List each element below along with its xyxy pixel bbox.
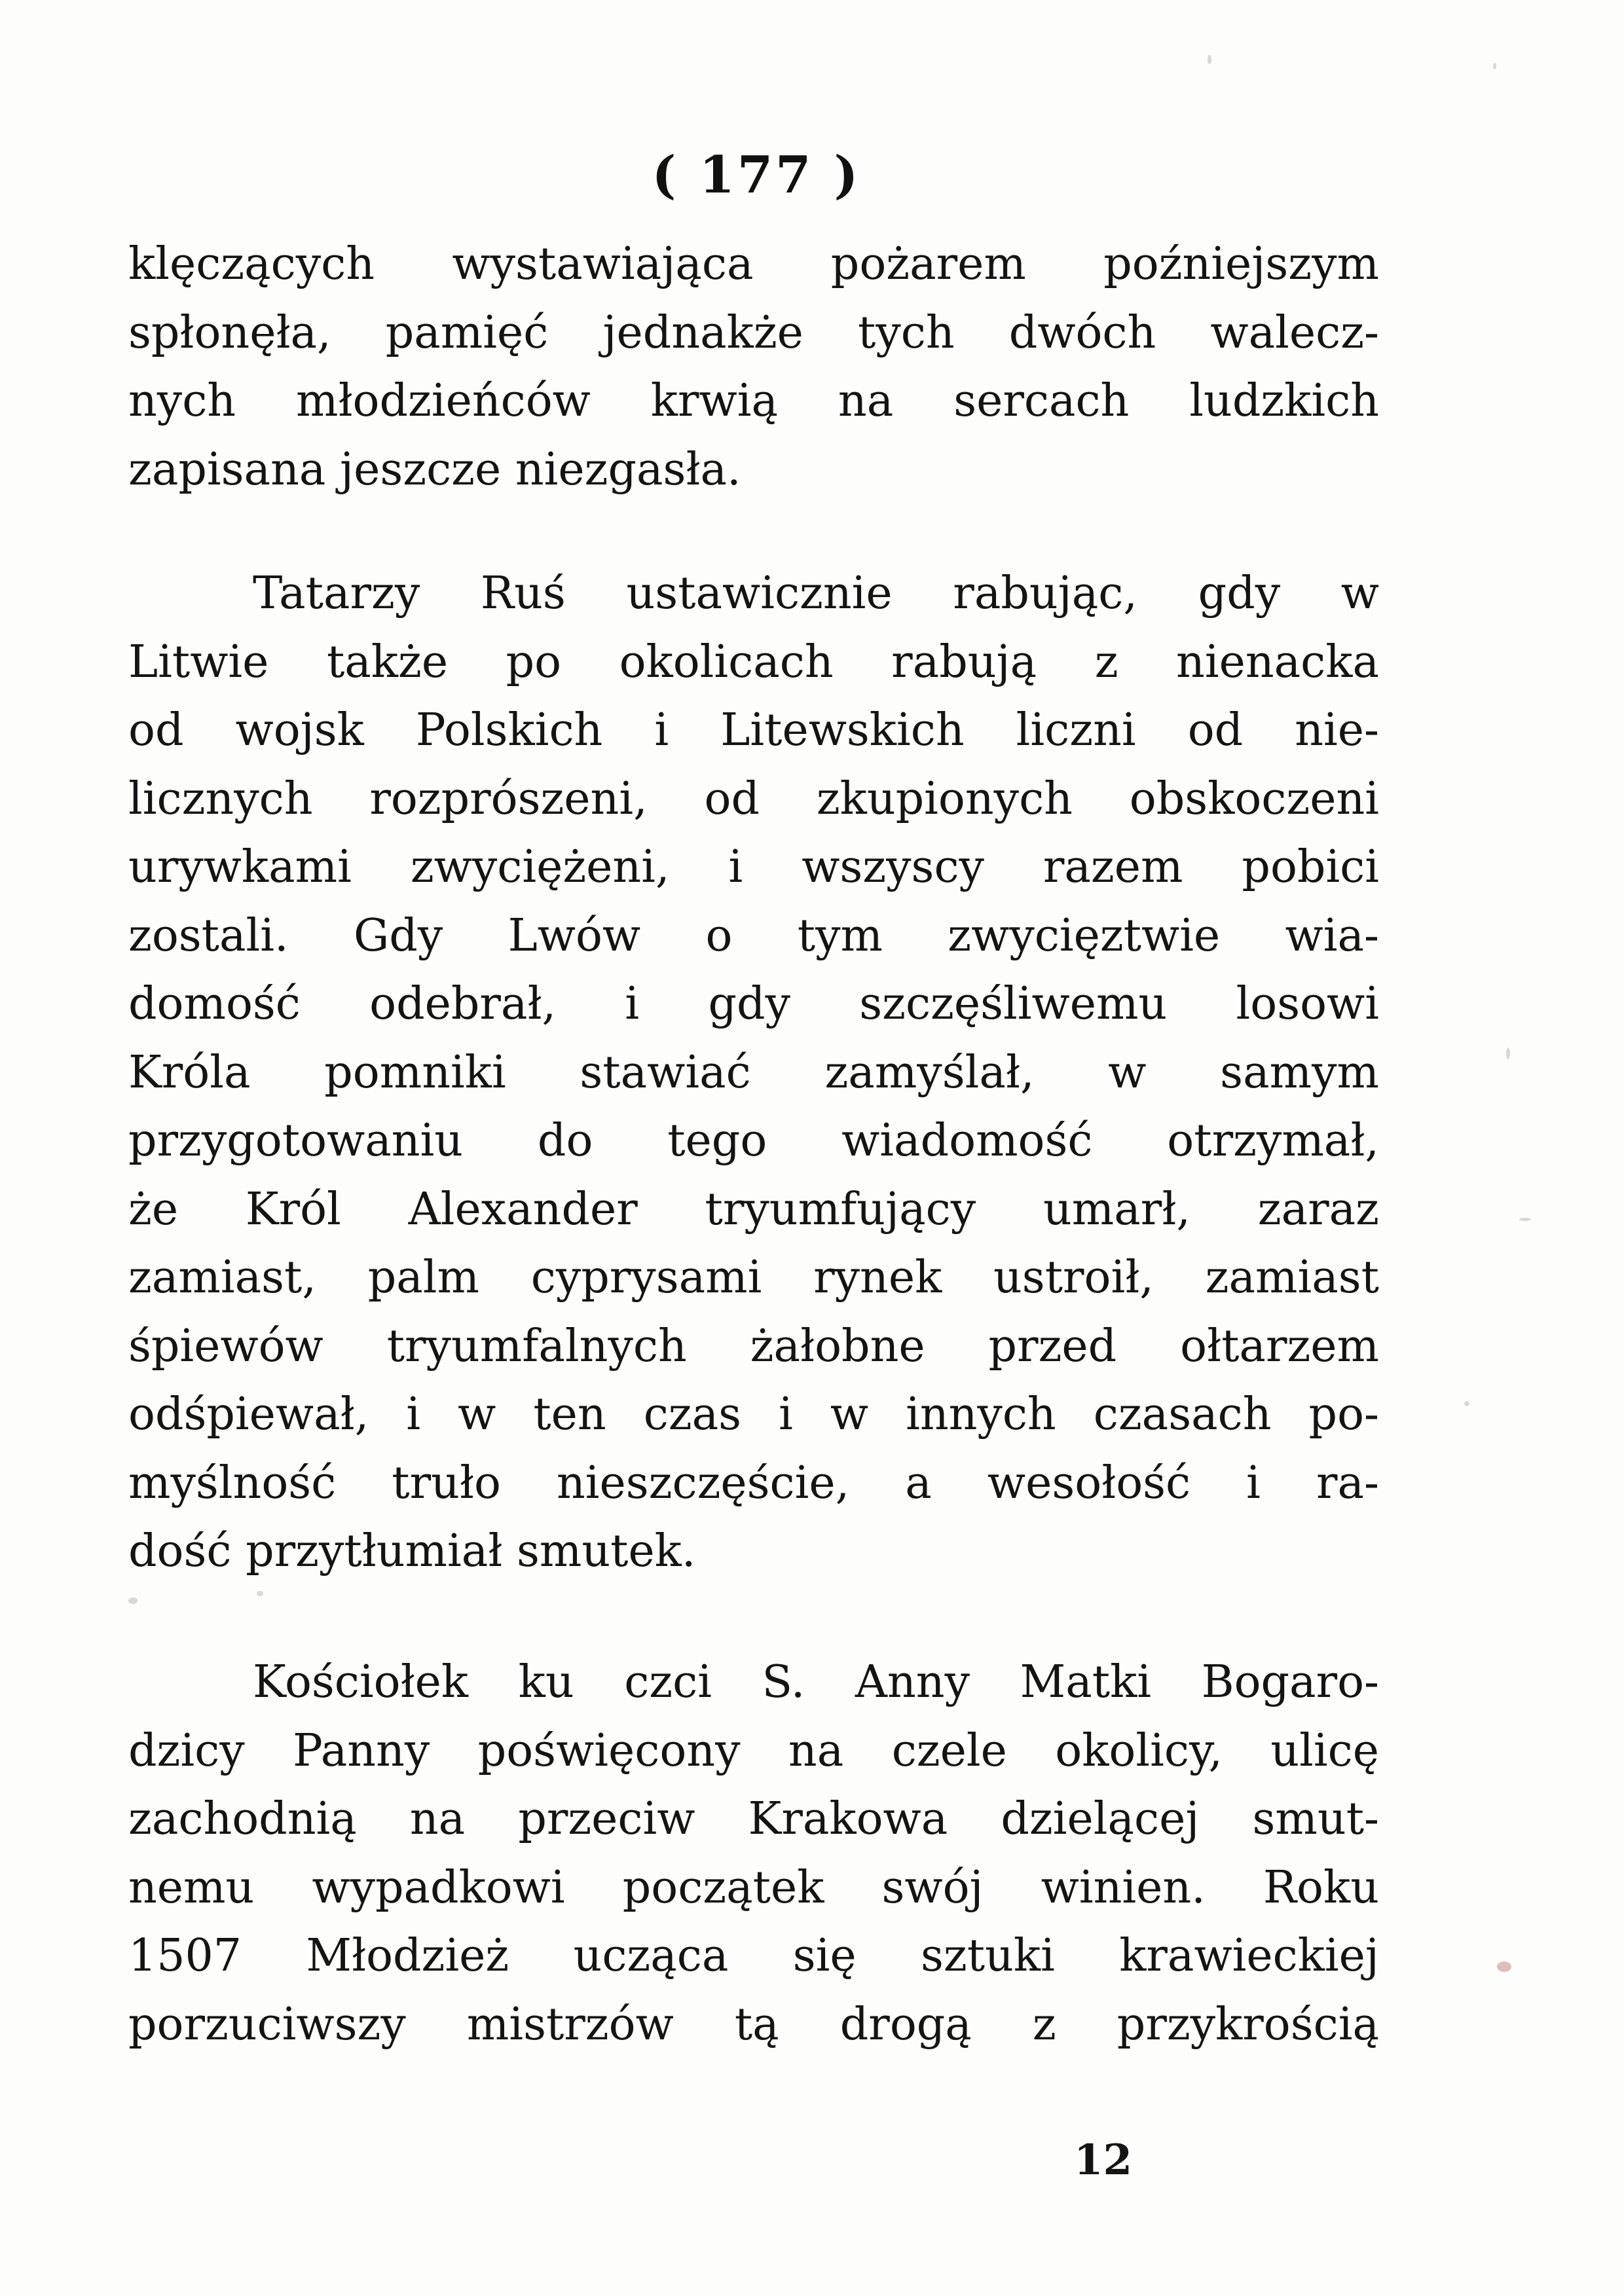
text-line: odśpiewał, i w ten czas i w innych czasach po-: [128, 1389, 1379, 1440]
text-line: Kościołek ku czci S. Anny Matki Bogaro-: [253, 1656, 1379, 1708]
text-line: Tatarzy Ruś ustawicznie rabując, gdy w: [253, 568, 1379, 619]
paper-speck: [1493, 63, 1496, 69]
text-line: porzuciwszy mistrzów tą drogą z przykrością: [128, 1998, 1379, 2050]
paper-speck: [257, 1591, 263, 1596]
text-line: przygotowaniu do tego wiadomość otrzymał,: [128, 1115, 1379, 1167]
text-line: 1507 Młodzież ucząca się sztuki krawieckiej: [128, 1930, 1379, 1982]
text-line: zostali. Gdy Lwów o tym zwycięztwie wia-: [128, 909, 1379, 962]
text-line: zapisana jeszcze niezgasła.: [128, 443, 741, 496]
page-number: ( 177 ): [652, 145, 861, 205]
paragraph-1: [128, 230, 1379, 504]
text-line: klęczących wystawiająca pożarem poźniejszym: [128, 238, 1379, 290]
paper-speck: [1506, 1048, 1510, 1059]
text-line: myślność truło nieszczęście, a wesołość i ra-: [128, 1457, 1379, 1509]
text-line: spłonęła, pamięć jednakże tych dwóch walecz-: [128, 306, 1379, 359]
paper-speck: [1464, 1401, 1469, 1406]
text-line: licznych rozprószeni, od zkupionych obskoczeni: [128, 773, 1379, 825]
paper-speck: [128, 1597, 138, 1604]
paragraph-3: [128, 1649, 1379, 2059]
paper-speck: [1519, 1218, 1531, 1221]
text-line: że Król Alexander tryumfujący umarł, zaraz: [128, 1183, 1379, 1235]
paper-speck: [1497, 1961, 1511, 1972]
text-line: domość odebrał, i gdy szczęśliwemu losowi: [128, 978, 1379, 1030]
text-line: dość przytłumiał smutek.: [128, 1525, 696, 1577]
paper-speck: [1208, 55, 1211, 64]
text-line: nych młodzieńców krwią na sercach ludzkich: [128, 375, 1379, 427]
paragraph-2: [128, 560, 1379, 1586]
text-line: od wojsk Polskich i Litewskich liczni od nie-: [128, 704, 1379, 756]
text-line: śpiewów tryumfalnych żałobne przed ołtarzem: [128, 1320, 1379, 1372]
text-line: zamiast, palm cyprysami rynek ustroił, zamiast: [128, 1252, 1379, 1303]
text-line: dzicy Panny poświęcony na czele okolicy, ulicę: [128, 1724, 1379, 1777]
text-line: nemu wypadkowi początek swój winien. Roku: [128, 1861, 1379, 1914]
text-line: urywkami zwyciężeni, i wszyscy razem pobici: [128, 841, 1379, 893]
text-line: Króla pomniki stawiać zamyślał, w samym: [128, 1046, 1379, 1099]
text-line: zachodnią na przeciw Krakowa dzielącej smut-: [128, 1793, 1379, 1845]
signature-mark: 12: [1074, 2136, 1133, 2185]
text-line: Litwie także po okolicach rabują z nienacka: [128, 636, 1379, 688]
